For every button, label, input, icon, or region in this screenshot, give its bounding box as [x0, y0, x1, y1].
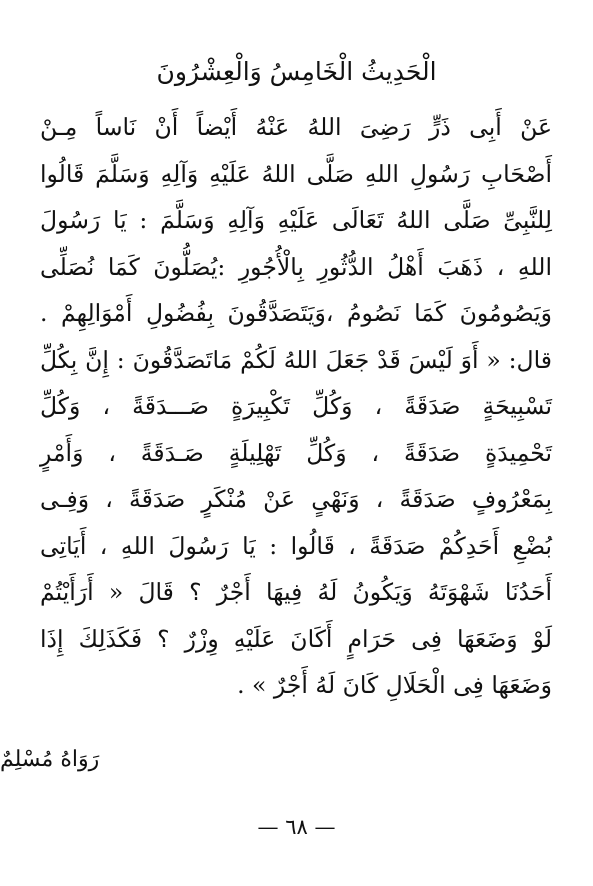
text-line: بِمَعْرُوفٍ صَدَقَةً ، وَنَهْىٍ عَنْ مُنْكَرٍ صَدَقَةً ، وَفِـى [40, 485, 552, 513]
hadith-text [40, 104, 552, 709]
text-line: أَصْحَابِ رَسُولِ اللهِ صَلَّى اللهُ عَلَيْهِ وَآلِهِ وَسَلَّمَ قَالُوا [40, 159, 552, 188]
text-line: تَسْبِيحَةٍ صَدَقَةً ، وَكُلِّ تَكْبِيرَةٍ صَـــدَقَةً ، وَكُلِّ [40, 392, 552, 420]
text-line: وَضَعَهَا فِى الْحَلَالِ كَانَ لَهُ أَجْرٌ » . [237, 671, 552, 699]
source-label: رَوَاهُ مُسْلِمٌ [0, 747, 100, 772]
text-line: أَحَدُنَا شَهْوَتَهُ وَيَكُونُ لَهُ فِيهَا أَجْرٌ ؟ قَالَ « أَرَأَيْتُمْ [40, 578, 552, 606]
text-line: وَيَصُومُونَ كَمَا نَصُومُ ،وَيَتَصَدَّقُونَ بِفُضُولِ أَمْوَالِهِمْ . [40, 299, 552, 327]
text-line: لَوْ وَضَعَهَا فِى حَرَامٍ أَكَانَ عَلَيْهِ وِزْرٌ ؟ فَكَذَلِكَ إِذَا [40, 624, 552, 653]
text-line: لِلنَّبِىِّ صَلَّى اللهُ تَعَالَى عَلَيْهِ وَآلِهِ وَسَلَّمَ : يَا رَسُولَ [40, 206, 552, 234]
text-line: عَنْ أَبِى ذَرٍّ رَضِىَ اللهُ عَنْهُ أَيْضاً أَنْ نَاساً مِـنْ [40, 113, 552, 141]
text-line: تَحْمِيدَةٍ صَدَقَةً ، وَكُلِّ تَهْلِيلَةٍ صَـدَقَةً ، وَأَمْرٍ [40, 438, 552, 467]
text-line: اللهِ ، ذَهَبَ أَهْلُ الدُّثُورِ بِالْأُجُورِ :يُصَلُّونَ كَمَا نُصَلِّى [40, 252, 552, 281]
text-line: بُضْعِ أَحَدِكُمْ صَدَقَةً ، قَالُوا : يَا رَسُولَ اللهِ ، أَيَاتِى [40, 531, 552, 560]
hadith-heading: الْحَدِيثُ الْخَامِسُ وَالْعِشْرُونَ [156, 57, 437, 86]
page-number: — ٦٨ — [257, 815, 336, 839]
hadith-source [0, 740, 546, 780]
text-line: قال: « أَوَ لَيْسَ قَدْ جَعَلَ اللهُ لَكُمْ مَاتَصَدَّقُونَ : إِنَّ بِكُلِّ [40, 345, 552, 374]
